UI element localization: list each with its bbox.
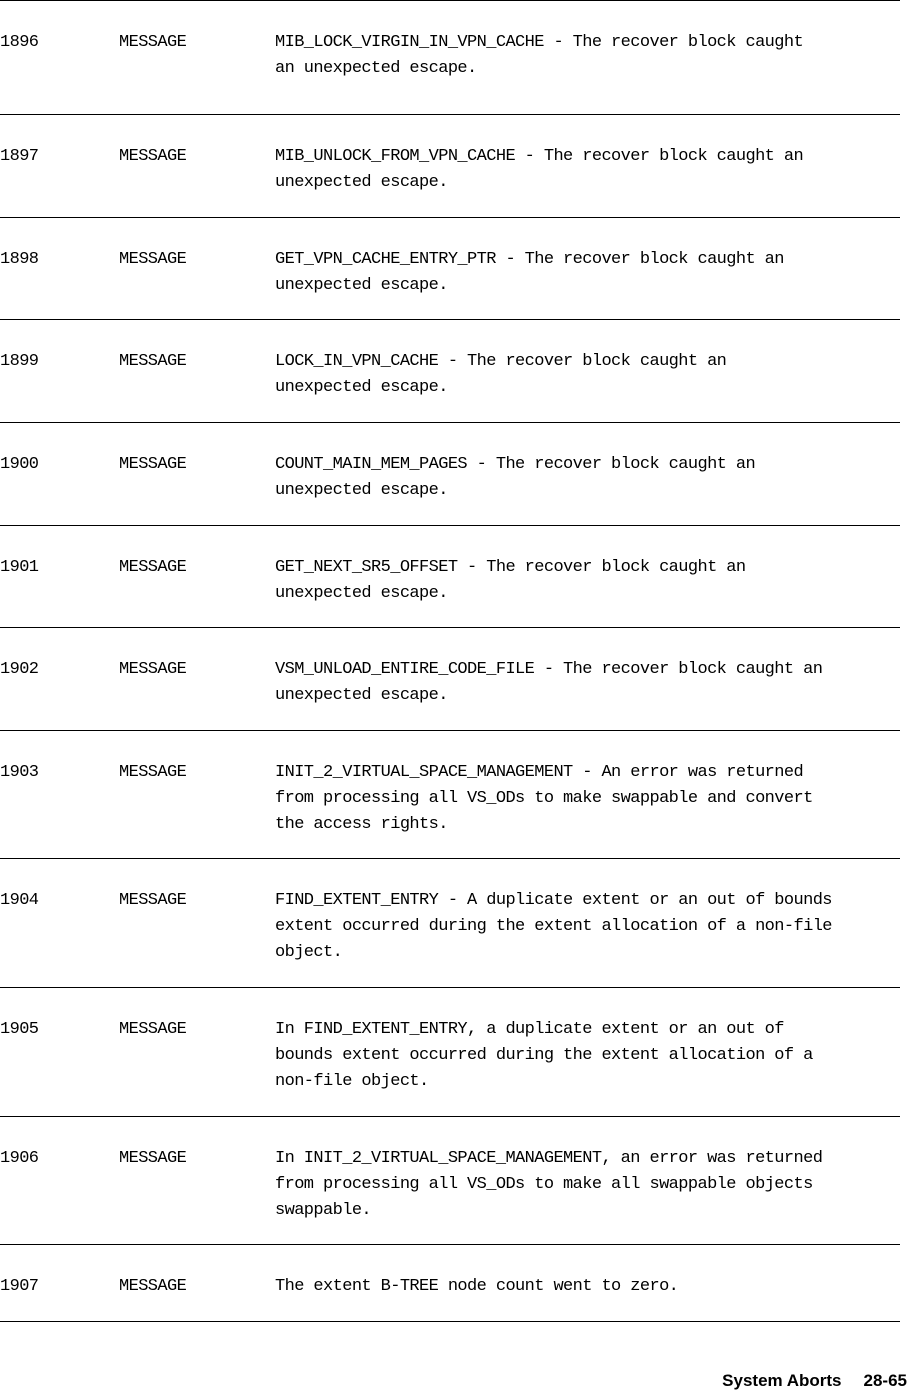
abort-type: MESSAGE	[119, 352, 187, 371]
abort-description: COUNT_MAIN_MEM_PAGES - The recover block caught an unexpected escape.	[275, 455, 756, 500]
table-row	[0, 423, 900, 526]
abort-code: 1905	[0, 1020, 39, 1039]
abort-description: GET_NEXT_SR5_OFFSET - The recover block caught an unexpected escape.	[275, 558, 746, 603]
table-row	[0, 526, 900, 628]
abort-type: MESSAGE	[119, 1277, 187, 1296]
abort-type: MESSAGE	[119, 891, 187, 910]
abort-description: In FIND_EXTENT_ENTRY, a duplicate extent or an out of bounds extent occurred during the extent allocation of a non-file object.	[275, 1020, 813, 1091]
abort-description: INIT_2_VIRTUAL_SPACE_MANAGEMENT - An error was returned from processing all VS_ODs to make swappable and convert the access rights.	[275, 763, 813, 834]
page-footer	[722, 1369, 907, 1393]
abort-code: 1900	[0, 455, 39, 474]
abort-description: FIND_EXTENT_ENTRY - A duplicate extent or an out of bounds extent occurred during the extent allocation of a non-file object.	[275, 891, 832, 962]
abort-description: In INIT_2_VIRTUAL_SPACE_MANAGEMENT, an error was returned from processing all VS_ODs to make all swappable objects swappable.	[275, 1149, 823, 1220]
table-row	[0, 1117, 900, 1245]
abort-code: 1899	[0, 352, 39, 371]
table-row	[0, 218, 900, 320]
abort-code: 1904	[0, 891, 39, 910]
abort-code: 1896	[0, 33, 39, 52]
abort-code: 1903	[0, 763, 39, 782]
abort-code: 1906	[0, 1149, 39, 1168]
table-row	[0, 1, 900, 115]
table-row	[0, 859, 900, 988]
abort-type: MESSAGE	[119, 33, 187, 52]
abort-type: MESSAGE	[119, 1020, 187, 1039]
abort-type: MESSAGE	[119, 763, 187, 782]
table-row	[0, 988, 900, 1117]
abort-type: MESSAGE	[119, 455, 187, 474]
abort-description: The extent B-TREE node count went to zero.	[275, 1277, 679, 1296]
abort-code-table	[0, 1, 907, 1322]
footer-section-title: System Aborts	[722, 1371, 842, 1390]
abort-description: LOCK_IN_VPN_CACHE - The recover block caught an unexpected escape.	[275, 352, 727, 397]
table-row	[0, 1245, 900, 1322]
table-row	[0, 628, 900, 731]
abort-description: MIB_LOCK_VIRGIN_IN_VPN_CACHE - The recover block caught an unexpected escape.	[275, 33, 804, 78]
abort-description: GET_VPN_CACHE_ENTRY_PTR - The recover block caught an unexpected escape.	[275, 250, 784, 295]
abort-code: 1897	[0, 147, 39, 166]
abort-description: VSM_UNLOAD_ENTIRE_CODE_FILE - The recover block caught an unexpected escape.	[275, 660, 823, 705]
abort-type: MESSAGE	[119, 1149, 187, 1168]
abort-description: MIB_UNLOCK_FROM_VPN_CACHE - The recover block caught an unexpected escape.	[275, 147, 804, 192]
table-row	[0, 115, 900, 218]
abort-code: 1898	[0, 250, 39, 269]
page-number: 28-65	[863, 1371, 907, 1390]
abort-type: MESSAGE	[119, 147, 187, 166]
abort-code: 1901	[0, 558, 39, 577]
abort-code: 1902	[0, 660, 39, 679]
table-row	[0, 320, 900, 423]
abort-type: MESSAGE	[119, 558, 187, 577]
abort-type: MESSAGE	[119, 660, 187, 679]
abort-type: MESSAGE	[119, 250, 187, 269]
table-row	[0, 731, 900, 859]
abort-code: 1907	[0, 1277, 39, 1296]
